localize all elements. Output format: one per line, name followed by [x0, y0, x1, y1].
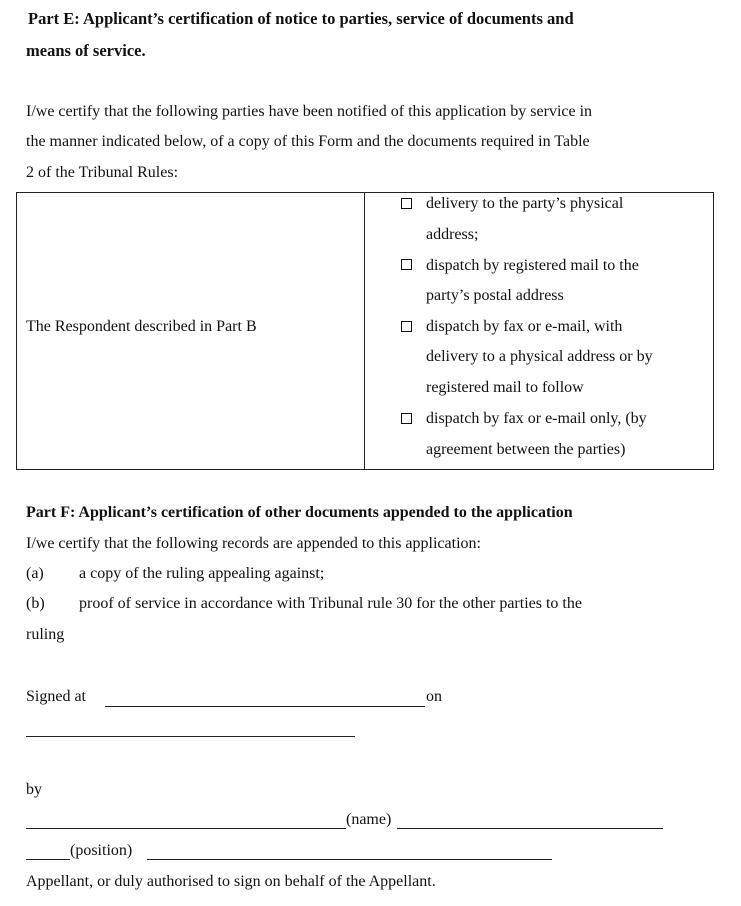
item-b-marker: (b) [26, 595, 45, 612]
checkbox-physical-delivery[interactable] [401, 198, 412, 209]
checkbox-fax-email-only[interactable] [401, 413, 412, 424]
on-label: on [426, 688, 442, 705]
service-table-divider [364, 192, 365, 470]
signatory-line[interactable] [26, 828, 346, 829]
option-fax-email-with-delivery-line3: registered mail to follow [426, 379, 584, 396]
signed-at-label: Signed at [26, 688, 86, 705]
position-label: (position) [70, 842, 133, 859]
option-fax-email-only-line2: agreement between the parties) [426, 441, 626, 458]
part-f-intro: I/we certify that the following records are appended to this application: [26, 535, 481, 552]
position-prefix-line[interactable] [26, 859, 70, 860]
item-b-text-continued: ruling [26, 626, 65, 643]
option-registered-mail-line1: dispatch by registered mail to the [426, 257, 639, 274]
option-physical-delivery-line1: delivery to the party’s physical [426, 195, 624, 212]
part-e-paragraph-line3: 2 of the Tribunal Rules: [26, 164, 179, 181]
option-physical-delivery-line2: address; [426, 226, 479, 243]
part-e-paragraph-line2: the manner indicated below, of a copy of this Form and the documents required in Table [26, 133, 590, 150]
item-a-text: a copy of the ruling appealing against; [79, 565, 325, 582]
option-fax-email-only-line1: dispatch by fax or e-mail only, (by [426, 410, 647, 427]
by-label: by [26, 781, 42, 798]
checkbox-registered-mail[interactable] [401, 259, 412, 270]
name-line[interactable] [397, 828, 663, 829]
footer-text: Appellant, or duly authorised to sign on behalf of the Appellant. [26, 873, 436, 890]
option-registered-mail-line2: party’s postal address [426, 287, 564, 304]
option-fax-email-with-delivery-line1: dispatch by fax or e-mail, with [426, 318, 623, 335]
part-f-heading: Part F: Applicant’s certification of other documents appended to the application [26, 504, 573, 521]
part-e-heading-line1: Part E: Applicant’s certification of notice to parties, service of documents and [28, 9, 574, 28]
checkbox-fax-email-with-delivery[interactable] [401, 321, 412, 332]
part-e-paragraph-line1: I/we certify that the following parties have been notified of this application by service in [26, 103, 593, 120]
name-label: (name) [346, 811, 392, 828]
position-line[interactable] [147, 859, 552, 860]
date-line[interactable] [26, 736, 355, 737]
item-b-text: proof of service in accordance with Tribunal rule 30 for the other parties to the [79, 595, 582, 612]
part-e-heading-line2: means of service. [26, 41, 146, 60]
option-fax-email-with-delivery-line2: delivery to a physical address or by [426, 348, 653, 365]
signed-at-line[interactable] [105, 706, 425, 707]
item-a-marker: (a) [26, 565, 44, 582]
party-cell: The Respondent described in Part B [26, 318, 257, 335]
